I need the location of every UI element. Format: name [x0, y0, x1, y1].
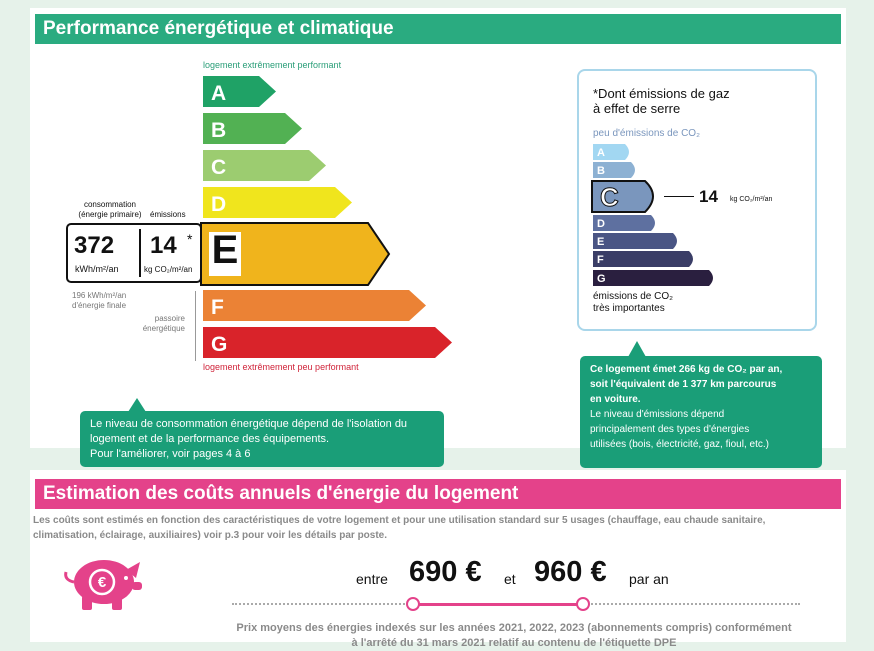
- consumption-label: [70, 200, 150, 220]
- emissions-star: *: [187, 231, 193, 247]
- bubble-left-pointer: [128, 398, 146, 412]
- ges-bottom-line1: émissions de CO₂: [593, 291, 674, 302]
- cost-low-marker: [406, 597, 420, 611]
- ges-class-g: [593, 270, 717, 286]
- dpe-class-letter: A: [211, 82, 227, 105]
- passoire-bracket: [195, 291, 196, 361]
- cost-range-fill: [414, 603, 584, 606]
- ges-bottom-line2: très importantes: [593, 303, 665, 314]
- dpe-class-letter: B: [211, 119, 227, 142]
- ges-class-letter: A: [597, 147, 605, 159]
- emissions-value: 14: [150, 232, 177, 259]
- ges-class-e: [593, 233, 681, 249]
- cost-between-label: entre: [356, 571, 388, 587]
- bubble-right-line6: utilisées (bois, électricité, gaz, fioul, etc.): [590, 439, 769, 450]
- dpe-class-letter: D: [211, 193, 227, 216]
- consumption-unit: kWh/m²/an: [75, 264, 119, 274]
- passoire-line2: énergétique: [142, 324, 185, 333]
- info-bubble-consumption: [80, 411, 444, 467]
- cost-per-year-label: par an: [629, 571, 669, 587]
- dpe-current-class-letter: E: [211, 228, 239, 272]
- ges-class-letter: G: [597, 273, 606, 285]
- ges-class-letter: E: [597, 236, 605, 248]
- cost-high-marker: [576, 597, 590, 611]
- final-energy-line1: 196 kWh/m²/an: [72, 291, 127, 300]
- ges-title: [593, 86, 730, 116]
- ges-class-f: [593, 251, 697, 267]
- ges-class-d: [593, 215, 659, 231]
- dpe-class-g: [203, 327, 453, 358]
- bubble-right-line5: principalement des types d'énergies: [590, 424, 750, 435]
- bubble-right-pointer: [628, 341, 646, 357]
- consumption-label-line1: consommation: [83, 200, 137, 209]
- cost-footnote-line2: à l'arrêté du 31 mars 2021 relatif au contenu de l'étiquette DPE: [351, 637, 677, 649]
- cost-description: [33, 513, 841, 543]
- cost-description-line2: climatisation, éclairage, auxiliaires) voir p.3 pour voir les détails par poste.: [33, 530, 388, 541]
- ges-bottom-label: [593, 291, 673, 315]
- cost-high-value: 960 €: [534, 556, 607, 588]
- dpe-class-letter: C: [211, 156, 227, 179]
- dpe-class-d: [203, 187, 353, 218]
- cost-low-value: 690 €: [409, 556, 482, 588]
- consumption-label-line2: (énergie primaire): [78, 210, 142, 219]
- ges-class-letter: F: [597, 254, 604, 266]
- dpe-class-f: [203, 290, 427, 321]
- bubble-left-line1: Le niveau de consommation énergétique dépend de l'isolation du: [90, 418, 408, 430]
- dpe-class-letter: F: [211, 296, 224, 319]
- dpe-class-letter: G: [211, 333, 228, 356]
- consumption-value: 372: [74, 232, 115, 259]
- cost-footnote: [214, 621, 814, 651]
- svg-text:€: €: [97, 574, 107, 591]
- cost-and-label: et: [504, 571, 516, 587]
- ges-unit: kg CO₂/m²/an: [730, 196, 773, 203]
- ges-value: 14: [699, 187, 718, 206]
- dpe-top-label: logement extrêmement performant: [203, 60, 342, 70]
- bubble-right-line4: Le niveau d'émissions dépend: [590, 409, 725, 420]
- bubble-left-line2: logement et de la performance des équipements.: [90, 433, 330, 445]
- ges-title-line1: *Dont émissions de gaz: [593, 86, 730, 101]
- passoire-label: [130, 314, 185, 334]
- dpe-class-b: [203, 113, 303, 144]
- ges-class-a: [593, 144, 633, 160]
- cost-description-line1: Les coûts sont estimés en fonction des caractéristiques de votre logement et pour une utilisation standard sur 5 usages (chauffage, eau chaude sanitaire,: [33, 515, 766, 526]
- dpe-class-a: [203, 76, 277, 107]
- passoire-line1: passoire: [154, 314, 185, 323]
- emissions-label: émissions: [150, 210, 186, 219]
- section-title-performance: Performance énergétique et climatique: [35, 14, 841, 44]
- ges-class-b: [593, 162, 639, 178]
- bubble-left-line3: Pour l'améliorer, voir pages 4 à 6: [90, 448, 251, 460]
- piggy-bank-euro-icon: [60, 552, 152, 614]
- info-bubble-emissions: [580, 356, 822, 468]
- ges-class-letter: B: [597, 165, 605, 177]
- ges-top-label: peu d'émissions de CO₂: [593, 128, 700, 139]
- dpe-bottom-label: logement extrêmement peu performant: [203, 362, 359, 372]
- emissions-unit: kg CO₂/m²/an: [144, 265, 193, 274]
- bubble-right-line2: soit l'équivalent de 1 377 km parcourus: [590, 379, 777, 390]
- ges-pointer-line: [664, 196, 694, 197]
- bubble-right-line1: Ce logement émet 266 kg de CO₂ par an,: [590, 364, 783, 375]
- final-energy-label: [72, 291, 126, 311]
- bubble-right-line3: en voiture.: [590, 394, 641, 405]
- dpe-class-c: [203, 150, 327, 181]
- final-energy-line2: d'énergie finale: [72, 301, 127, 310]
- section-title-costs: Estimation des coûts annuels d'énergie du logement: [35, 479, 841, 509]
- cost-footnote-line1: Prix moyens des énergies indexés sur les années 2021, 2022, 2023 (abonnements compris) conformément: [236, 622, 792, 634]
- values-divider: [139, 229, 141, 277]
- ges-class-letter: D: [597, 218, 605, 230]
- ges-current-class-letter: C: [600, 182, 619, 212]
- ges-title-line2: à effet de serre: [593, 101, 681, 116]
